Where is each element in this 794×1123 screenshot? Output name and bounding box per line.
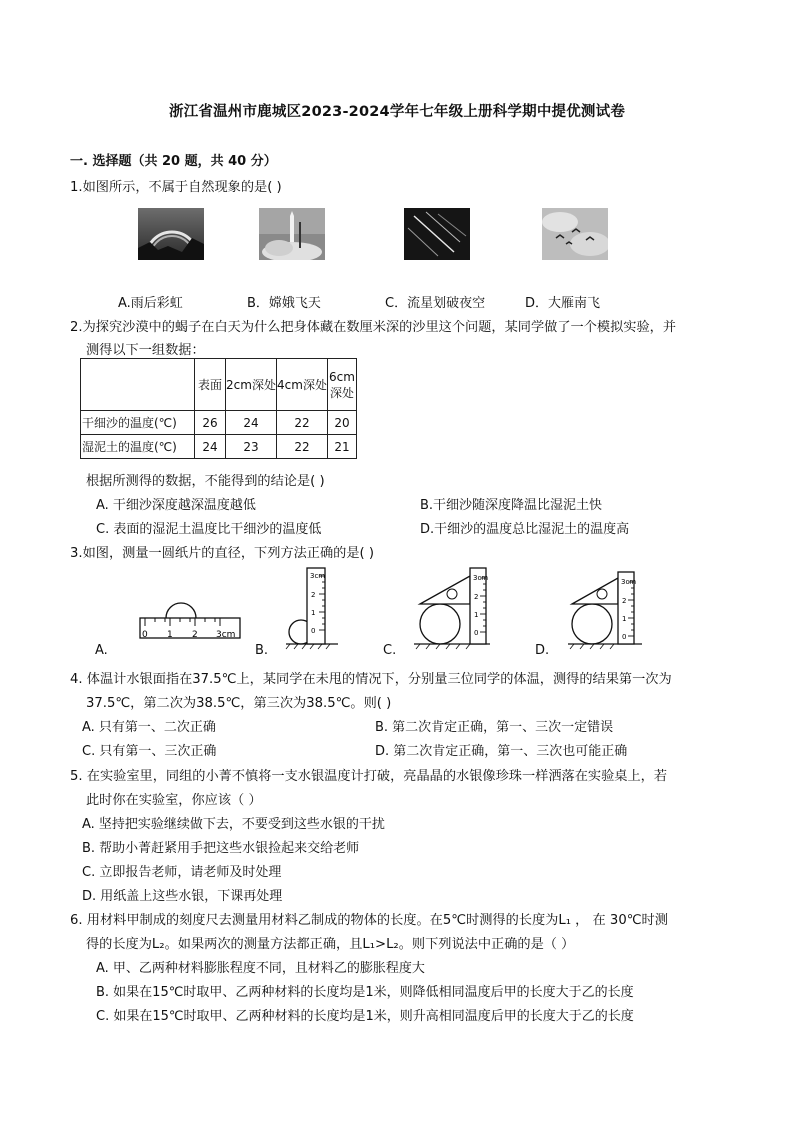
ruler-d-tick-1: 1 xyxy=(622,615,627,623)
ruler-b-tick-0: 0 xyxy=(311,627,316,635)
ruler-a-tick-2: 2 xyxy=(192,630,198,640)
table-cell: 22 xyxy=(277,435,328,459)
q4-option-a: A. 只有第一、二次正确 xyxy=(82,720,216,735)
ruler-d-tick-3: 3cm xyxy=(621,578,637,586)
ruler-c-tick-2: 2 xyxy=(474,593,479,601)
q5-stem-line1: 5. 在实验室里，同组的小菁不慎将一支水银温度计打破，亮晶晶的水银像珍珠一样洒落在实验桌上，若 xyxy=(70,769,668,784)
q1-option-b: B．嫦娥飞天 xyxy=(247,296,321,311)
q4-stem-line2: 37.5℃，第二次为38.5℃，第三次为38.5℃。则( ) xyxy=(86,696,392,711)
q2-option-d: D.干细沙的温度总比湿泥土的温度高 xyxy=(420,522,630,537)
table-cell: 21 xyxy=(328,435,357,459)
table-row-label: 湿泥土的温度(℃) xyxy=(81,435,195,459)
rocket-launch-photo xyxy=(259,208,325,260)
ruler-figure-b xyxy=(284,566,344,650)
q5-stem-line2: 此时你在实验室，你应该（ ） xyxy=(86,793,262,808)
q3-label-b: B. xyxy=(255,643,269,658)
table-cell: 24 xyxy=(226,411,277,435)
q6-stem-line2: 得的长度为L₂。如果两次的测量方法都正确，且L₁>L₂。则下列说法中正确的是（ ） xyxy=(86,937,575,952)
ruler-figure-d xyxy=(566,570,646,650)
q1-stem: 1.如图所示，不属于自然现象的是( ) xyxy=(70,180,282,195)
table-header-6cm-bottom: 深处 xyxy=(329,385,354,400)
table-cell: 26 xyxy=(195,411,226,435)
rainbow-photo xyxy=(138,208,204,260)
q5-option-b: B. 帮助小菁赶紧用手把这些水银捡起来交给老师 xyxy=(82,841,360,856)
section-heading: 一. 选择题（共 20 题，共 40 分） xyxy=(70,154,277,169)
q1-option-d: D．大雁南飞 xyxy=(525,296,601,311)
q4-stem-line1: 4. 体温计水银面指在37.5℃上，某同学在未甩的情况下，分别量三位同学的体温，测得的结果第一次为 xyxy=(70,672,672,687)
q5-option-a: A. 坚持把实验继续做下去，不要受到这些水银的干扰 xyxy=(82,817,385,832)
q2-stem-line1: 2.为探究沙漠中的蝎子在白天为什么把身体藏在数厘米深的沙里这个问题，某同学做了一个模拟实验，并 xyxy=(70,320,677,335)
table-header-6cm-top: 6cm xyxy=(329,369,355,384)
q4-option-d: D. 第二次肯定正确，第一、三次也可能正确 xyxy=(375,744,628,759)
table-corner-cell xyxy=(81,359,195,411)
ruler-c-tick-1: 1 xyxy=(474,611,479,619)
table-cell: 22 xyxy=(277,411,328,435)
ruler-c-tick-3: 3cm xyxy=(473,574,489,582)
ruler-a-tick-1: 1 xyxy=(167,630,173,640)
q3-label-c: C. xyxy=(383,643,397,658)
ruler-figure-a xyxy=(138,600,244,646)
q1-option-c: C．流星划破夜空 xyxy=(385,296,486,311)
table-cell: 23 xyxy=(226,435,277,459)
q5-option-d: D. 用纸盖上这些水银，下课再处理 xyxy=(82,889,283,904)
ruler-b-tick-3: 3cm xyxy=(310,572,326,580)
q2-option-c: C. 表面的湿泥土温度比干细沙的温度低 xyxy=(96,522,322,537)
ruler-b-tick-2: 2 xyxy=(311,591,316,599)
table-header-6cm xyxy=(328,359,357,411)
q6-option-b: B. 如果在15℃时取甲、乙两种材料的长度均是1米，则降低相同温度后甲的长度大于乙的长度 xyxy=(96,985,634,1000)
q6-option-a: A. 甲、乙两种材料膨胀程度不同，且材料乙的膨胀程度大 xyxy=(96,961,425,976)
q3-label-a: A. xyxy=(95,643,108,658)
q6-stem-line1: 6. 用材料甲制成的刻度尺去测量用材料乙制成的物体的长度。在5℃时测得的长度为L₁ ， 在 30℃时测 xyxy=(70,913,668,928)
q3-stem: 3.如图，测量一圆纸片的直径，下列方法正确的是( ) xyxy=(70,546,374,561)
ruler-a-tick-3: 3cm xyxy=(216,630,236,640)
ruler-b-tick-1: 1 xyxy=(311,609,316,617)
q1-option-a: A.雨后彩虹 xyxy=(118,296,183,311)
table-header-2cm: 2cm深处 xyxy=(226,359,277,411)
q5-option-c: C. 立即报告老师，请老师及时处理 xyxy=(82,865,282,880)
q6-option-c: C. 如果在15℃时取甲、乙两种材料的长度均是1米，则升高相同温度后甲的长度大于乙的长度 xyxy=(96,1009,634,1024)
ruler-c-tick-0: 0 xyxy=(474,629,479,637)
table-row xyxy=(81,435,357,459)
q3-label-d: D. xyxy=(535,643,550,658)
table-header-4cm: 4cm深处 xyxy=(277,359,328,411)
meteor-photo xyxy=(404,208,470,260)
table-cell: 24 xyxy=(195,435,226,459)
ruler-a-tick-0: 0 xyxy=(142,630,148,640)
q4-option-c: C. 只有第一、三次正确 xyxy=(82,744,217,759)
q2-question: 根据所测得的数据，不能得到的结论是( ) xyxy=(86,474,325,489)
table-header-surface: 表面 xyxy=(195,359,226,411)
table-row xyxy=(81,411,357,435)
exam-title: 浙江省温州市鹿城区2023-2024学年七年级上册科学期中提优测试卷 xyxy=(168,104,626,120)
ruler-d-tick-0: 0 xyxy=(622,633,627,641)
ruler-figure-c xyxy=(412,566,492,650)
temperature-table xyxy=(80,358,357,459)
q2-option-a: A. 干细沙深度越深温度越低 xyxy=(96,498,256,513)
table-row-label: 干细沙的温度(℃) xyxy=(81,411,195,435)
q4-option-b: B. 第二次肯定正确，第一、三次一定错误 xyxy=(375,720,614,735)
q2-option-b: B.干细沙随深度降温比湿泥土快 xyxy=(420,498,603,513)
geese-photo xyxy=(542,208,608,260)
q2-stem-line2: 测得以下一组数据： xyxy=(86,343,205,358)
ruler-d-tick-2: 2 xyxy=(622,597,627,605)
table-cell: 20 xyxy=(328,411,357,435)
